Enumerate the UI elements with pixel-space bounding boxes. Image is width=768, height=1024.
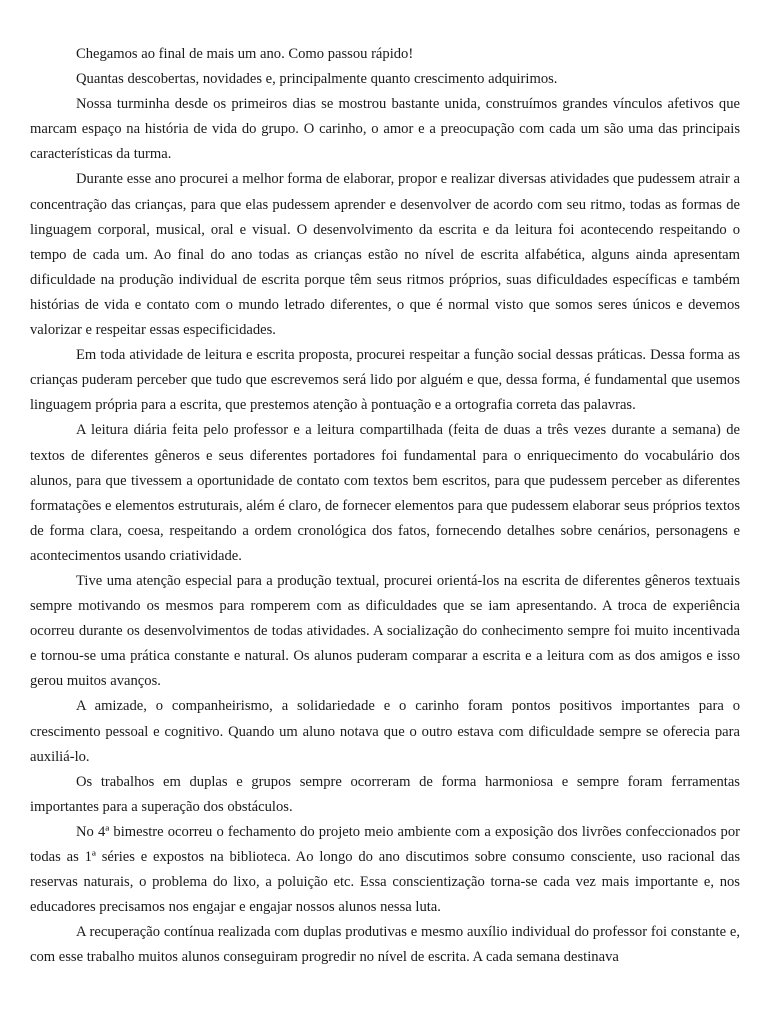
paragraph: Quantas descobertas, novidades e, principalmente quanto crescimento adquirimos.	[76, 71, 558, 88]
paragraph: No 4ª bimestre ocorreu o fechamento do projeto meio ambiente com a exposição dos livrões confeccionados por todas as 1ª séries e expostos na biblioteca. Ao longo do ano discutimos sobre consumo consciente, uso racional das reservas naturais, o problema do lixo, a poluição etc. Essa conscientização torna-se cada vez mais importante e, nos educadores precisamos nos engajar e engajar nossos alunos nessa luta.	[30, 823, 740, 916]
paragraph: A amizade, o companheirismo, a solidariedade e o carinho foram pontos positivos importantes para o crescimento pessoal e cognitivo. Quando um aluno notava que o outro estava com dificuldade sempre se oferecia para auxiliá-lo.	[30, 698, 740, 765]
paragraph: Tive uma atenção especial para a produção textual, procurei orientá-los na escrita de diferentes gêneros textuais sempre motivando os mesmos para romperem com as dificuldades que se iam apresentando. A troca de experiência ocorreu durante os desenvolvimentos de todas atividades. A socialização do conhecimento sempre foi muito incentivada e tornou-se uma prática constante e natural. Os alunos puderam comparar a escrita e a leitura com as dos amigos e isso gerou muitos avanços.	[30, 572, 740, 690]
paragraph: A recuperação contínua realizada com duplas produtivas e mesmo auxílio individual do professor foi constante e, com esse trabalho muitos alunos conseguiram progredir no nível de escrita. A cada semana destinava	[30, 924, 740, 966]
paragraph: Chegamos ao final de mais um ano. Como passou rápido!	[76, 46, 414, 62]
document-body	[30, 42, 740, 970]
paragraph: Durante esse ano procurei a melhor forma de elaborar, propor e realizar diversas atividades que pudessem atrair a concentração das crianças, para que elas pudessem aprender e desenvolver de acordo com seu ritmo, todas as formas de linguagem corporal, musical, oral e visual. O desenvolvimento da escrita e da leitura foi acontecendo respeitando o tempo de cada um. Ao final do ano todas as crianças estão no nível de escrita alfabética, alguns ainda apresentam dificuldade na produção individual de escrita porque têm seus ritmos próprios, suas dificuldades específicas e também histórias de vida e contato com o mundo letrado diferentes, o que é normal visto que somos seres únicos e devemos valorizar e respeitar essas especificidades.	[30, 171, 740, 339]
paragraph: Os trabalhos em duplas e grupos sempre ocorreram de forma harmoniosa e sempre foram ferramentas importantes para a superação dos obstáculos.	[30, 773, 740, 815]
paragraph: A leitura diária feita pelo professor e a leitura compartilhada (feita de duas a três vezes durante a semana) de textos de diferentes gêneros e seus diferentes portadores foi fundamental para o enriquecimento do vocabulário dos alunos, para que tivessem a oportunidade de contato com textos bem escritos, para que pudessem perceber as diferentes formatações e elementos estruturais, além é claro, de fornecer elementos para que pudessem elaborar seus próprios textos de forma clara, coesa, respeitando a ordem cronológica dos fatos, fornecendo detalhes sobre cenários, personagens e acontecimentos usando criatividade.	[30, 422, 740, 564]
paragraph: Nossa turminha desde os primeiros dias se mostrou bastante unida, construímos grandes vínculos afetivos que marcam espaço na história de vida do grupo. O carinho, o amor e a preocupação com cada um são uma das principais características da turma.	[30, 96, 740, 163]
paragraph: Em toda atividade de leitura e escrita proposta, procurei respeitar a função social dessas práticas. Dessa forma as crianças puderam perceber que tudo que escrevemos será lido por alguém e que, dessa forma, é fundamental que usemos linguagem própria para a escrita, que prestemos atenção à pontuação e a ortografia correta das palavras.	[30, 347, 740, 414]
